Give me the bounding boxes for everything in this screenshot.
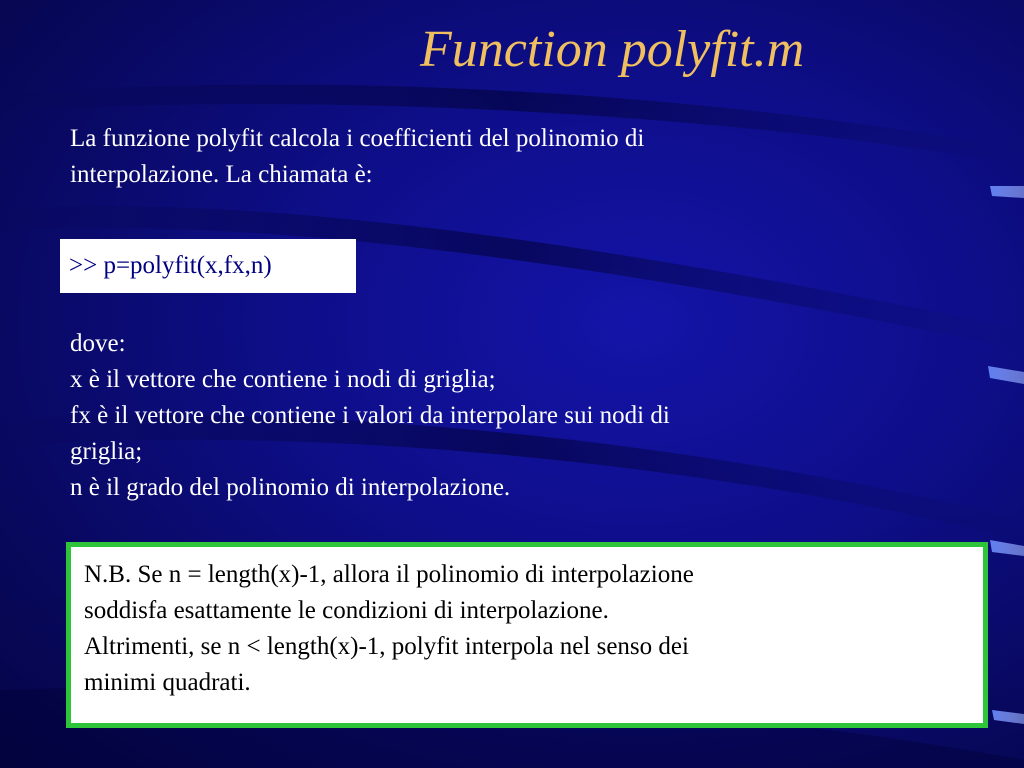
description-line: x è il vettore che contiene i nodi di griglia; [70,366,496,393]
code-example: >> p=polyfit(x,fx,n) [60,239,356,293]
intro-line: La funzione polyfit calcola i coefficienti del polinomio di [70,125,645,152]
note-box [66,542,988,728]
intro-line: interpolazione. La chiamata è: [70,161,373,188]
note-line: Altrimenti, se n < length(x)-1, polyfit interpola nel senso dei [84,633,689,660]
note-line: N.B. Se n = length(x)-1, allora il polinomio di interpolazione [84,561,694,588]
description-line: griglia; [70,438,143,465]
description-line: dove: [70,330,126,357]
parameter-description [70,326,930,506]
note-line: minimi quadrati. [84,669,251,696]
intro-paragraph [70,121,930,193]
description-line: n è il grado del polinomio di interpolazione. [70,474,511,501]
note-line: soddisfa esattamente le condizioni di interpolazione. [84,597,609,624]
slide-title: Function polyfit.m [420,21,805,78]
description-line: fx è il vettore che contiene i valori da interpolare sui nodi di [70,402,670,429]
